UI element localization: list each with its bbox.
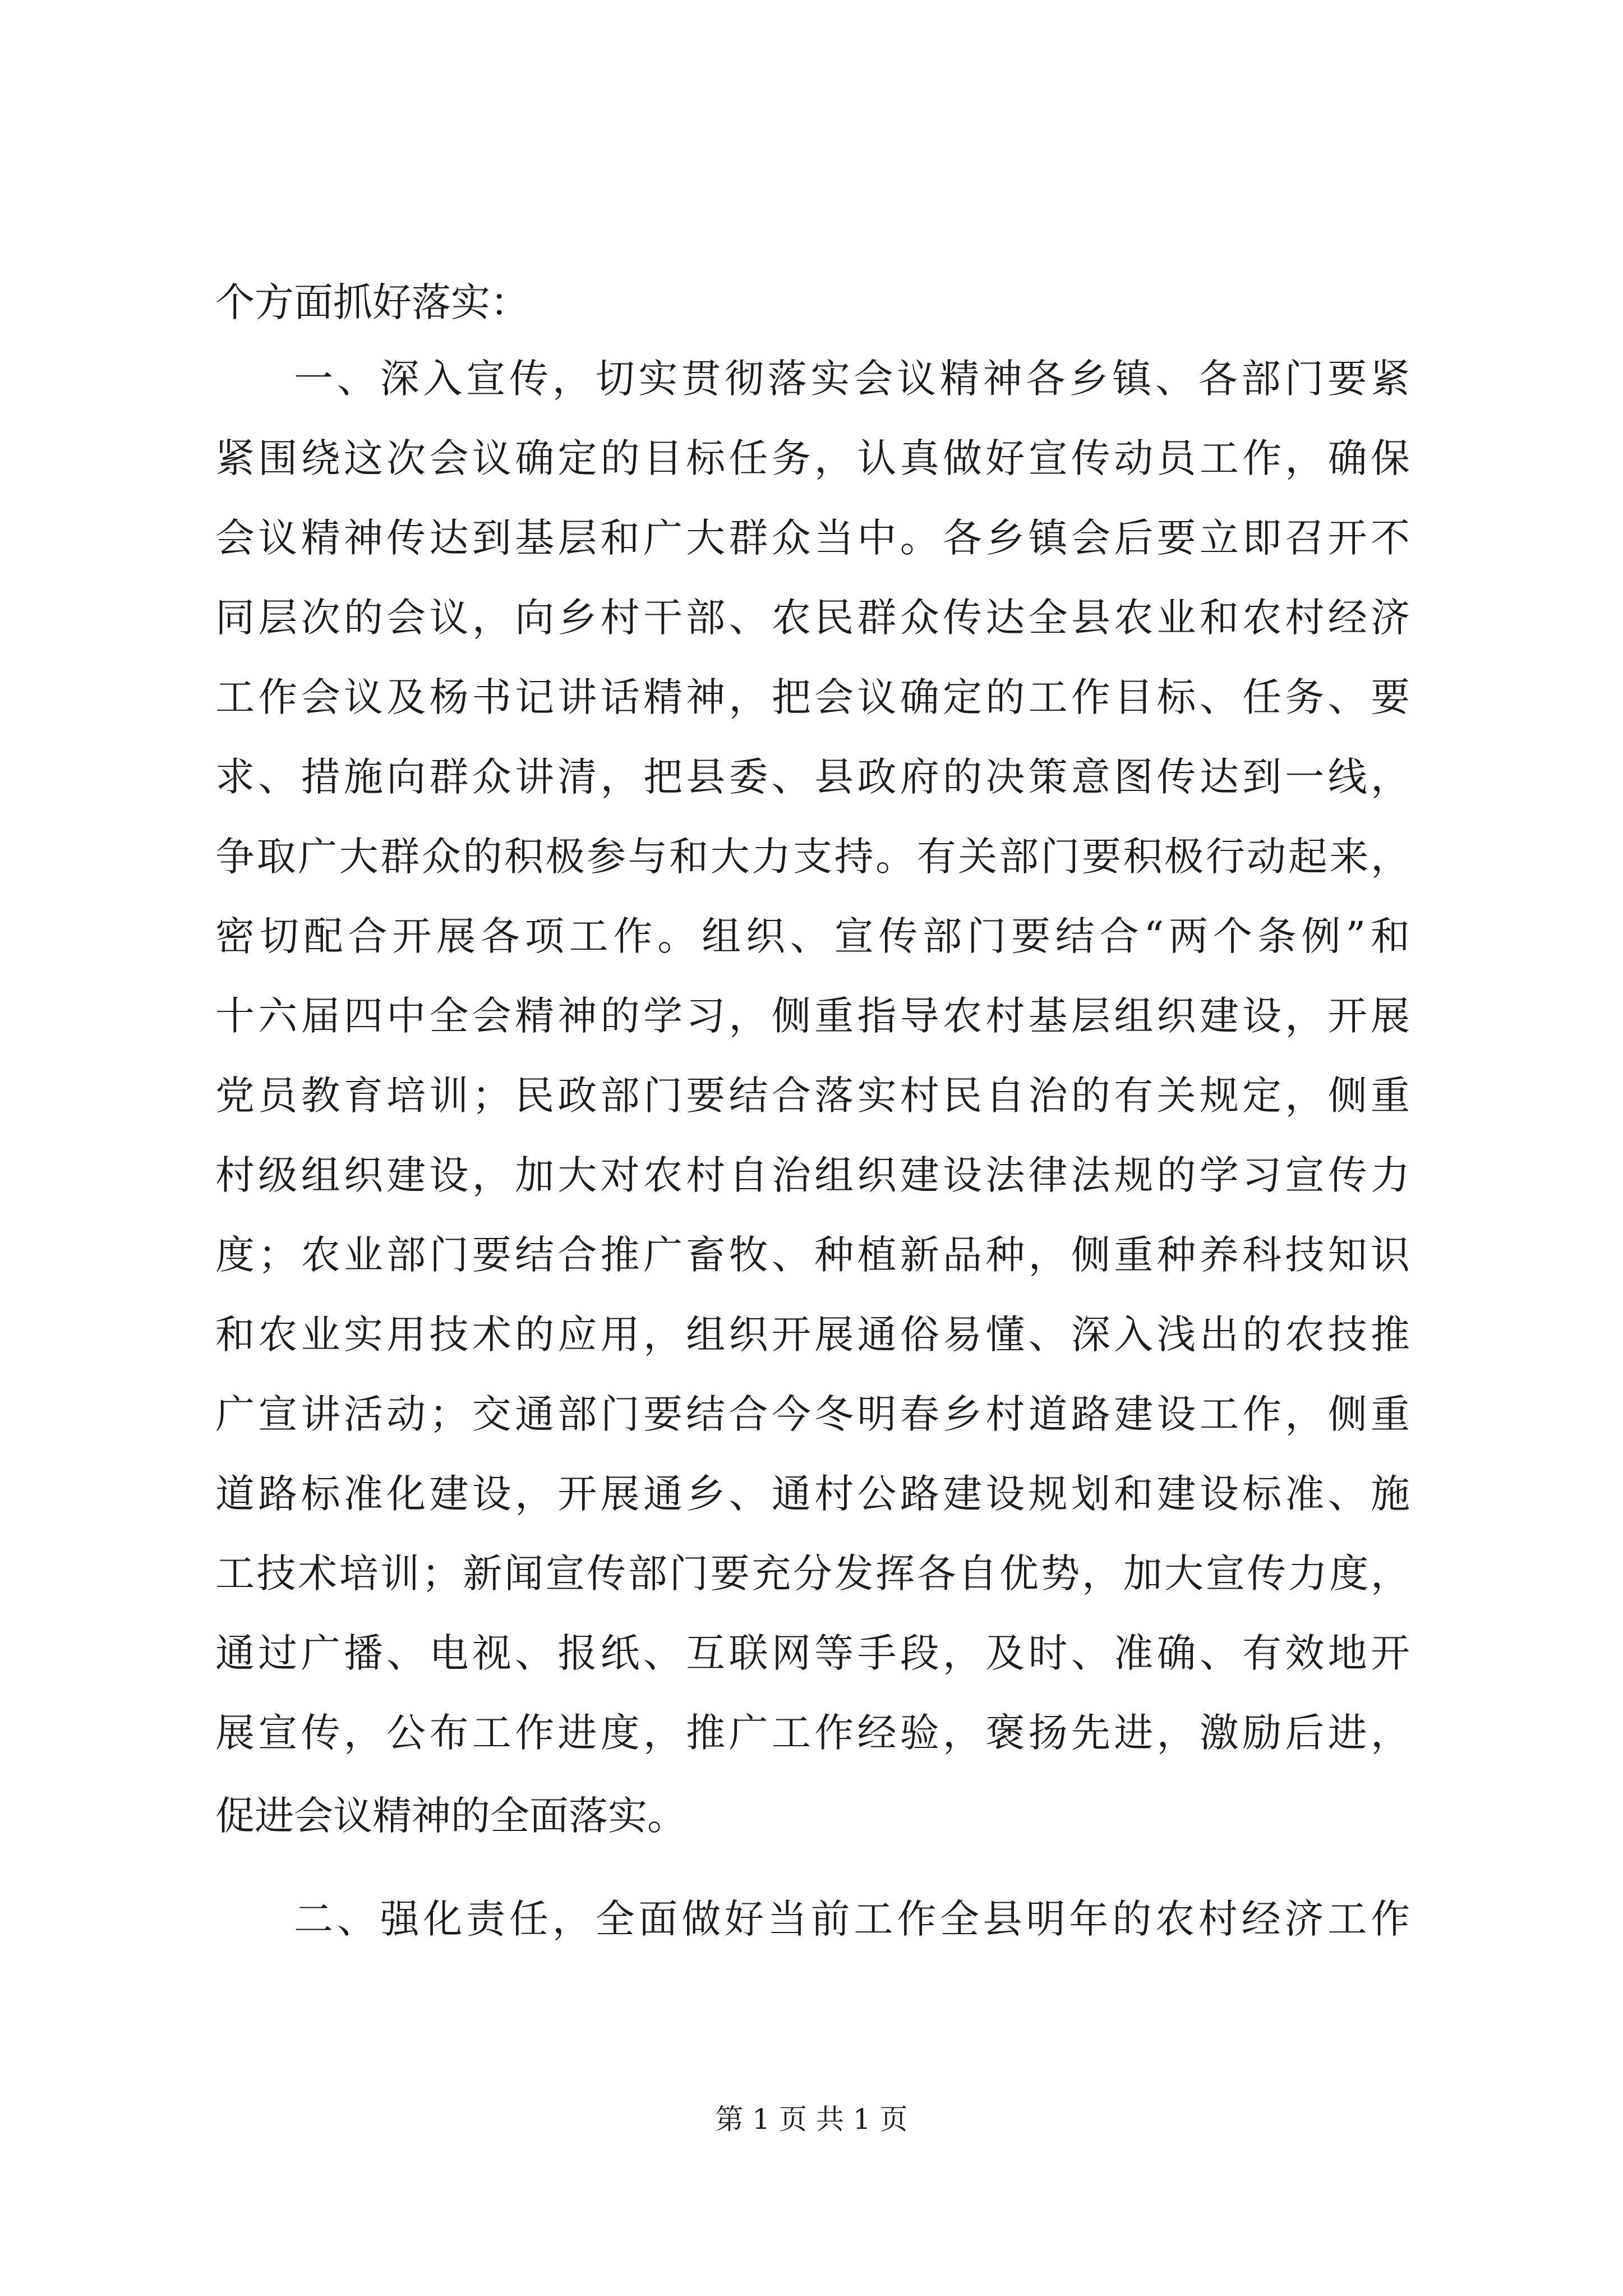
paragraph-1-line-14: 广宣讲活动；交通部门要结合今冬明春乡村道路建设工作，侧重 [215,1391,1410,1437]
paragraph-1-line-13: 和农业实用技术的应用，组织开展通俗易懂、深入浅出的农技推 [215,1312,1410,1358]
paragraph-1-line-7: 争取广大群众的积极参与和大力支持。有关部门要积极行动起来， [215,834,1410,880]
paragraph-1-line-18: 展宣传，公布工作进度，推广工作经验，褒扬先进，激励后进， [215,1710,1410,1756]
paragraph-1-line-11: 村级组织建设，加大对农村自治组织建设法律法规的学习宣传力 [215,1152,1410,1198]
paragraph-1-line-19: 促进会议精神的全面落实。 [215,1792,686,1839]
paragraph-1-line-2: 紧围绕这次会议确定的目标任务，认真做好宣传动员工作，确保 [215,435,1410,481]
page-footer: 第 1 页 共 1 页 [715,2103,908,2136]
document-body [215,259,1410,1959]
paragraph-1-line-3: 会议精神传达到基层和广大群众当中。各乡镇会后要立即召开不 [215,515,1410,561]
paragraph-1-line-10: 党员教育培训；民政部门要结合落实村民自治的有关规定，侧重 [215,1073,1410,1119]
paragraph-gap [215,1852,1410,1879]
paragraph-2-line-1: 二、强化责任，全面做好当前工作全县明年的农村经济工作 [294,1896,1410,1942]
paragraph-1-line-6: 求、措施向群众讲清，把县委、县政府的决策意图传达到一线， [215,754,1410,800]
paragraph-1-line-12: 度；农业部门要结合推广畜牧、种植新品种，侧重种养科技知识 [215,1232,1410,1278]
paragraph-1-line-1: 一、深入宣传，切实贯彻落实会议精神各乡镇、各部门要紧 [294,356,1410,402]
paragraph-1-line-4: 同层次的会议，向乡村干部、农民群众传达全县农业和农村经济 [215,595,1410,641]
paragraph-1-line-17: 通过广播、电视、报纸、互联网等手段，及时、准确、有效地开 [215,1630,1410,1676]
paragraph-1-line-16: 工技术培训；新闻宣传部门要充分发挥各自优势，加大宣传力度， [215,1550,1410,1596]
text-line-1: 个方面抓好落实： [215,279,529,325]
paragraph-1-line-8: 密切配合开展各项工作。组织、宣传部门要结合“两个条例”和 [215,913,1410,959]
paragraph-1-line-15: 道路标准化建设，开展通乡、通村公路建设规划和建设标准、施 [215,1471,1410,1517]
paragraph-1-line-5: 工作会议及杨书记讲话精神，把会议确定的工作目标、任务、要 [215,674,1410,720]
paragraph-1-line-9: 十六届四中全会精神的学习，侧重指导农村基层组织建设，开展 [215,993,1410,1039]
